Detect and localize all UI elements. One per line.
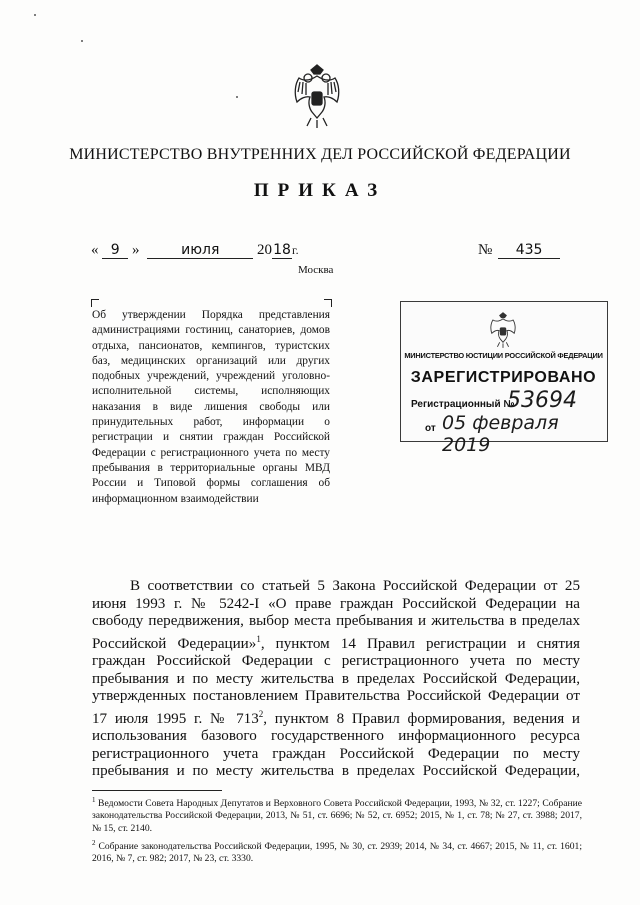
footnote-2 [92,837,582,866]
order-date [91,242,299,259]
body-paragraph [92,578,580,781]
stamp-reg-label: Регистрационный № [411,399,515,410]
quote-open: « [91,242,99,258]
ministry-title: МИНИСТЕРСТВО ВНУТРЕННИХ ДЕЛ РОССИЙСКОЙ ФЕДЕРАЦИИ [69,146,571,163]
scan-speck [81,40,83,42]
order-number [478,242,560,259]
stamp-reg-number: 53694 [507,388,577,413]
stamp-coat-of-arms-icon [486,311,520,349]
body-part-2: , пунктом 14 Правил регистрации и снятия граждан Российской Федерации с регистрационного учета по месту пребывания и по месту жительства в пределах Российской Федерации, утвержденных постановлением Правительства Российской Федерации от 17 июля 1995 г. № 713 [92,635,580,727]
footnote-ref-1: 1 [256,633,261,644]
subject-bracket-right [324,299,332,307]
body-part-3: , пунктом 8 Правил формирования, ведения и использования базового государственного информационного ресурса регистрационного учета граждан Российской Федерации по месту пребывания и по месту жительства в пределах Российской Федерации, [92,710,580,780]
number-value: 435 [498,243,560,259]
order-subject: Об утверждении Порядка представления администрациями гостиниц, санаториев, домов отдыха, пансионатов, кемпингов, туристских баз, медицинских организаций или других подобных учреждений, учреждений уголовно-исполнительной системы, исполняющих наказания в виде лишения свободы или принудительных работ, информации о регистрации и снятии граждан Российской Федерации с регистрационного учета по месту пребывания в территориальные органы МВД России и Типовой формы соглашения об информационном взаимодействии [92,309,330,505]
scan-speck [236,96,238,98]
footnote-1-text: Ведомости Совета Народных Депутатов и Верховного Совета Российской Федерации, 1993, № 32, ст. 1227; Собрание законодательства Российской Федерации, 2013, № 51, ст. 6696; № 52, ст. 6952; 2015, № 1, ст. 78; № 27, ст. 3988; 2017, № 15, ст. 2140. [92,798,582,834]
stamp-ministry: МИНИСТЕРСТВО ЮСТИЦИИ РОССИЙСКОЙ ФЕДЕРАЦИИ [404,351,603,360]
footnote-separator [92,790,222,791]
city: Москва [298,264,334,276]
date-year-suffix: 18 [273,242,291,258]
footnote-2-number: 2 [92,838,96,847]
footnote-1 [92,794,582,835]
coat-of-arms-icon [291,62,343,130]
document-type: ПРИКАЗ [253,180,387,201]
scan-speck [34,14,36,16]
subject-bracket-left [91,299,99,307]
stamp-registered: ЗАРЕГИСТРИРОВАНО [410,369,597,386]
registration-stamp [400,301,608,456]
number-label: № [478,242,493,258]
footnote-ref-2: 2 [258,708,264,719]
footnote-1-number: 1 [92,796,96,804]
date-month: июля [147,243,253,259]
footnote-2-text: Собрание законодательства Российской Федерации, 1995, № 30, ст. 2939; 2014, № 34, ст. 4667; 2015, № 11, ст. 1601; 2016, № 7, ст. 982; 2017, № 23, ст. 3330. [92,840,582,865]
date-day: 9 [102,243,128,259]
quote-close: » [132,242,140,258]
body-part-1: В соответствии со статьей 5 Закона Российской Федерации от 25 июня 1993 г. № 5242-I «О праве граждан Российской Федерации на свободу передвижения, выбор места пребывания и жительства в пределах Российской Федерации» [92,578,580,652]
footnotes [92,794,582,867]
stamp-date-label: от [425,423,436,434]
date-year-prefix: 20 [257,242,272,258]
date-year-mark: г. [292,243,299,257]
stamp-date-value: 05 февраля 2019 [442,412,559,456]
